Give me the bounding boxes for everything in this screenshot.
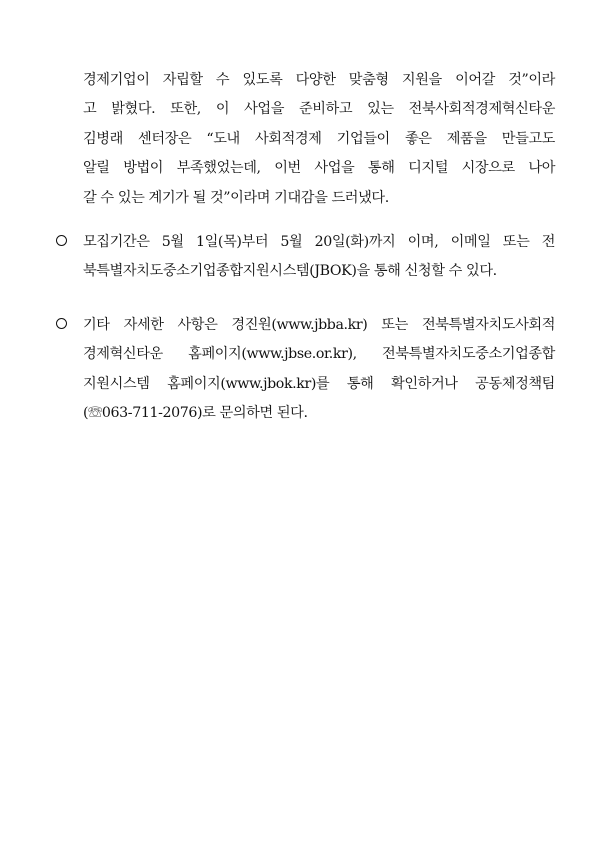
paragraph-line: 갈 수 있는 계기가 될 것”이라며 기대감을 드러냈다. — [83, 189, 389, 206]
circle-bullet-icon — [56, 318, 67, 329]
bullet-line: 기타 자세한 사항은 경진원(www.jbba.kr) 또는 전북특별자치도사회적 — [83, 317, 555, 333]
paragraph-line: 알릴 방법이 부족했었는데, 이번 사업을 통해 디지털 시장으로 나아 — [83, 160, 555, 177]
bullet-line: 북특별자치도중소기업종합지원시스템(JBOK)을 통해 신청할 수 있다. — [83, 263, 497, 280]
bullet-line: (☏063-711-2076)로 문의하면 된다. — [83, 405, 308, 422]
paragraph-line: 경제기업이 자립할 수 있도록 다양한 맞춤형 지원을 이어갈 것”이라 — [83, 72, 555, 88]
bullet-text — [83, 228, 555, 287]
bullet-line: 모집기간은 5월 1일(목)부터 5월 20일(화)까지 이며, 이메일 또는 전 — [83, 234, 555, 250]
bullet-line: 경제혁신타운 홈페이지(www.jbse.or.kr), 전북특별자치도중소기업종합 — [83, 346, 555, 363]
circle-bullet-icon — [56, 235, 67, 246]
bullet-line: 지원시스템 홈페이지(www.jbok.kr)를 통해 확인하거나 공동체정책팀 — [83, 375, 555, 392]
paragraph-line: 고 밝혔다. 또한, 이 사업을 준비하고 있는 전북사회적경제혁신타운 — [83, 101, 555, 118]
bullet-text — [83, 311, 555, 429]
paragraph-line: 김병래 센터장은 “도내 사회적경제 기업들이 좋은 제품을 만들고도 — [83, 130, 555, 147]
intro-paragraph — [83, 66, 555, 213]
